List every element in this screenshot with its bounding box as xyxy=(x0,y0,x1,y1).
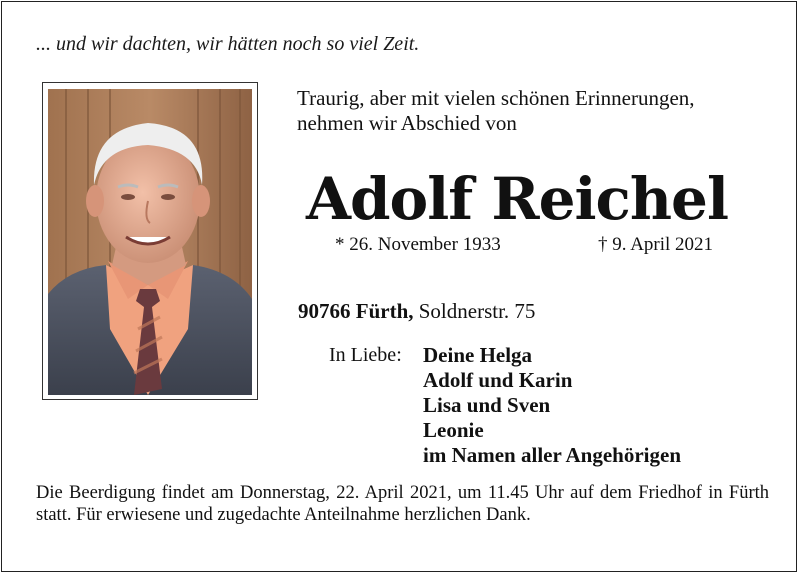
mourners-list xyxy=(423,343,681,468)
death-date: † 9. April 2021 xyxy=(598,234,714,255)
intro-line-2: nehmen wir Abschied von xyxy=(297,111,517,135)
motto-text: ... und wir dachten, wir hätten noch so viel Zeit. xyxy=(36,33,420,55)
birth-date: * 26. November 1933 xyxy=(335,234,501,255)
mourner-item: im Namen aller Angehörigen xyxy=(423,443,682,467)
obituary-card xyxy=(1,1,797,572)
portrait-image xyxy=(48,89,252,395)
funeral-notice: Die Beerdigung findet am Donnerstag, 22. April 2021, um 11.45 Uhr auf dem Friedhof in Fürth statt. Für erwiesene und zugedachte Anteilnahme herzlichen Dank. xyxy=(36,483,769,525)
address-city: 90766 Fürth, xyxy=(298,299,414,323)
address xyxy=(298,299,535,324)
mourner-item: Leonie xyxy=(423,418,484,442)
mourner-item: Lisa und Sven xyxy=(423,393,551,417)
intro-text xyxy=(297,86,777,136)
address-street: Soldnerstr. 75 xyxy=(418,299,536,323)
mourner-item: Adolf und Karin xyxy=(423,368,573,392)
portrait-photo xyxy=(42,82,258,400)
mourner-item: Deine Helga xyxy=(423,343,533,367)
mourners-label: In Liebe: xyxy=(329,344,402,366)
deceased-name: Adolf Reichel xyxy=(306,165,728,233)
intro-line-1: Traurig, aber mit vielen schönen Erinnerungen, xyxy=(297,86,695,110)
